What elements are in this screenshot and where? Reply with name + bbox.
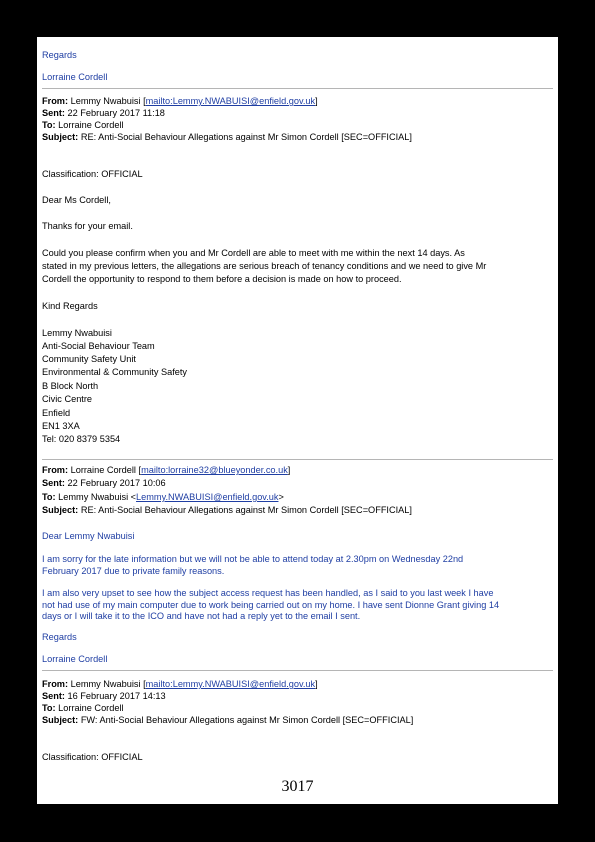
subject-text: FW: Anti-Social Behaviour Allegations against Mr Simon Cordell [SEC=OFFICIAL] bbox=[80, 715, 414, 725]
top-regards: Regards bbox=[42, 50, 77, 60]
email1-classification: Classification: OFFICIAL bbox=[42, 169, 143, 179]
from-label: From: bbox=[42, 465, 69, 475]
email3-to-line bbox=[42, 703, 124, 714]
email1-body-line: Could you please confirm when you and Mr Cordell are able to meet with me within the next 14 days. As bbox=[42, 248, 465, 258]
subject-text: RE: Anti-Social Behaviour Allegations against Mr Simon Cordell [SEC=OFFICIAL] bbox=[80, 132, 412, 142]
email2-body-line: not had use of my main computer due to work being carried out on my home. I have sent Dionne Grant giving 14 bbox=[42, 600, 500, 610]
sent-label: Sent: bbox=[42, 108, 65, 118]
email1-to-line bbox=[42, 120, 124, 131]
separator-rule bbox=[42, 670, 553, 671]
email2-sent-line bbox=[42, 478, 166, 489]
to-name: Lemmy Nwabuisi bbox=[58, 492, 129, 502]
separator-rule bbox=[42, 88, 553, 89]
to-email-link[interactable]: Lemmy.NWABUISI@enfield.gov.uk bbox=[136, 492, 279, 502]
email2-subject-line bbox=[42, 505, 412, 516]
subject-label: Subject: bbox=[42, 505, 79, 515]
to-label: To: bbox=[42, 703, 56, 713]
signature-line: Environmental & Community Safety bbox=[42, 367, 188, 377]
signature-line: Enfield bbox=[42, 408, 71, 418]
from-name: Lemmy Nwabuisi bbox=[70, 96, 141, 106]
email1-from-line: From: Lemmy Nwabuisi [mailto:Lemmy.NWABUISI@enfield.gov.uk] bbox=[42, 96, 318, 106]
email2-to-line: To: Lemmy Nwabuisi <Lemmy.NWABUISI@enfield.gov.uk> bbox=[42, 492, 284, 502]
subject-text: RE: Anti-Social Behaviour Allegations against Mr Simon Cordell [SEC=OFFICIAL] bbox=[80, 505, 412, 515]
separator-rule bbox=[42, 459, 553, 460]
sent-date: 22 February 2017 10:06 bbox=[67, 478, 166, 488]
from-label: From: bbox=[42, 96, 69, 106]
email2-body-line: February 2017 due to private family reasons. bbox=[42, 566, 225, 576]
document-page bbox=[37, 37, 558, 804]
from-mailto-link[interactable]: mailto:Lemmy.NWABUISI@enfield.gov.uk bbox=[145, 96, 316, 106]
page-number: 3017 bbox=[281, 778, 314, 795]
to-name: Lorraine Cordell bbox=[58, 703, 124, 713]
email1-body-line: stated in my previous letters, the allegations are serious breach of tenancy conditions and we need to give Mr bbox=[42, 261, 487, 271]
email1-body-line: Cordell the opportunity to respond to them before a decision is made on how to proceed. bbox=[42, 274, 402, 284]
signature-line: Lemmy Nwabuisi bbox=[42, 328, 112, 338]
email3-subject-line bbox=[42, 715, 413, 726]
email2-from-line: From: Lorraine Cordell [mailto:lorraine32@blueyonder.co.uk] bbox=[42, 465, 291, 475]
from-name: Lorraine Cordell bbox=[70, 465, 136, 475]
email2-regards: Regards bbox=[42, 632, 77, 642]
subject-label: Subject: bbox=[42, 715, 79, 725]
email3-classification: Classification: OFFICIAL bbox=[42, 752, 143, 762]
email1-kind-regards: Kind Regards bbox=[42, 301, 98, 311]
sent-label: Sent: bbox=[42, 478, 65, 488]
sent-date: 22 February 2017 11:18 bbox=[67, 108, 165, 118]
email3-from-line: From: Lemmy Nwabuisi [mailto:Lemmy.NWABUISI@enfield.gov.uk] bbox=[42, 679, 318, 689]
top-name: Lorraine Cordell bbox=[42, 72, 108, 82]
email2-greeting: Dear Lemmy Nwabuisi bbox=[42, 531, 135, 541]
from-mailto-link[interactable]: mailto:Lemmy.NWABUISI@enfield.gov.uk bbox=[145, 679, 316, 689]
email2-body-line: I am also very upset to see how the subject access request has been handled, as I said to you last week I have bbox=[42, 588, 494, 598]
to-label: To: bbox=[42, 120, 56, 130]
email3-sent-line bbox=[42, 691, 166, 702]
to-name: Lorraine Cordell bbox=[58, 120, 124, 130]
from-mailto-link[interactable]: mailto:lorraine32@blueyonder.co.uk bbox=[141, 465, 288, 475]
signature-line: EN1 3XA bbox=[42, 421, 80, 431]
sent-label: Sent: bbox=[42, 691, 65, 701]
signature-line: Community Safety Unit bbox=[42, 354, 136, 364]
from-label: From: bbox=[42, 679, 69, 689]
email2-name: Lorraine Cordell bbox=[42, 654, 108, 664]
from-name: Lemmy Nwabuisi bbox=[70, 679, 141, 689]
email1-thanks: Thanks for your email. bbox=[42, 221, 133, 231]
email1-greeting: Dear Ms Cordell, bbox=[42, 195, 111, 205]
email1-subject-line bbox=[42, 132, 412, 143]
subject-label: Subject: bbox=[42, 132, 79, 142]
sent-date: 16 February 2017 14:13 bbox=[67, 691, 166, 701]
signature-line: B Block North bbox=[42, 381, 99, 391]
signature-line: Civic Centre bbox=[42, 394, 93, 404]
email1-sent-line bbox=[42, 108, 165, 119]
signature-line: Anti-Social Behaviour Team bbox=[42, 341, 155, 351]
to-label: To: bbox=[42, 492, 56, 502]
signature-line: Tel: 020 8379 5354 bbox=[42, 434, 121, 444]
email2-body-line: I am sorry for the late information but we will not be able to attend today at 2.30pm on Wednesday 22nd bbox=[42, 554, 464, 564]
email2-body-line: days or I will take it to the ICO and have not had a reply yet to the email I sent. bbox=[42, 611, 361, 621]
